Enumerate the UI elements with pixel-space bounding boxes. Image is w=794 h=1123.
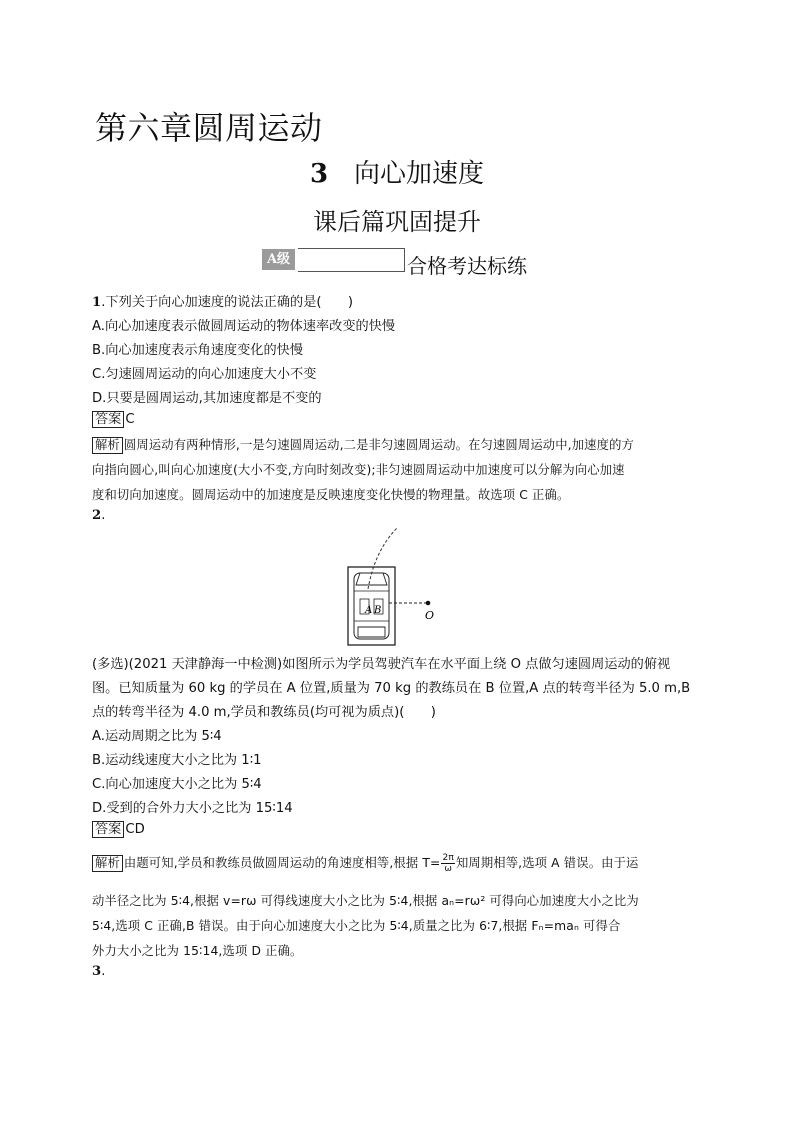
q2-stem-line-1: (多选)(2021 天津静海一中检测)如图所示为学员驾驶汽车在水平面上绕 O 点做匀速圆周运动的俯视 xyxy=(92,657,671,672)
label-b: B xyxy=(374,605,382,616)
q2-stem-line-2: 图。已知质量为 60 kg 的学员在 A 位置,质量为 70 kg 的教练员在 B 位置,A 点的转弯半径为 5.0 m,B xyxy=(92,681,691,696)
q2-number: 2. xyxy=(92,508,106,523)
q1-analysis-line-2: 向指向圆心,叫向心加速度(大小不变,方向时刻改变);非匀速圆周运动中加速度可以分解为向心加速 xyxy=(92,463,625,477)
q2-option-a: A.运动周期之比为 5∶4 xyxy=(92,729,222,744)
q1-stem: 1.下列关于向心加速度的说法正确的是( ) xyxy=(92,295,354,310)
page-subtitle: 课后篇巩固提升 xyxy=(313,208,481,236)
level-badge: A级 xyxy=(262,249,295,270)
section-title xyxy=(0,153,794,190)
section-number: 3 xyxy=(309,159,329,189)
windshield xyxy=(356,573,387,585)
rear-window xyxy=(358,627,385,637)
q2-stem-line-3: 点的转弯半径为 4.0 m,学员和教练员(均可视为质点)( ) xyxy=(92,705,436,720)
q1-option-a: A.向心加速度表示做圆周运动的物体速率改变的快慢 xyxy=(92,319,396,334)
q2-analysis-line-4: 外力大小之比为 15∶14,选项 D 正确。 xyxy=(92,944,303,958)
q2-answer-value: CD xyxy=(125,822,145,837)
circular-path-arc xyxy=(368,527,398,589)
q1-option-b: B.向心加速度表示角速度变化的快慢 xyxy=(92,343,304,358)
label-a: A xyxy=(365,605,373,616)
analysis-tag: 解析 xyxy=(92,855,123,872)
q2-analysis-line-1: 解析 由题可知,学员和教练员做圆周运动的角速度相等,根据 T= $\frac{2\pi}{\omega}$ 知周期相等,选项 A 错误。由于运 xyxy=(92,853,639,874)
fraction-2pi-over-omega: $\frac{2\pi}{\omega}$ xyxy=(442,853,454,874)
q2-option-c: C.向心加速度大小之比为 5∶4 xyxy=(92,777,262,792)
center-point-o xyxy=(426,601,431,606)
car-diagram xyxy=(340,527,450,649)
level-box xyxy=(298,248,405,272)
analysis-tag: 解析 xyxy=(92,437,123,454)
q1-analysis-line-1: 解析 圆周运动有两种情形,一是匀速圆周运动,二是非匀速圆周运动。在匀速圆周运动中,加速度的方 xyxy=(92,435,634,454)
q1-analysis-line-3: 度和切向加速度。圆周运动中的加速度是反映速度变化快慢的物理量。故选项 C 正确。 xyxy=(92,488,570,502)
q2-option-b: B.运动线速度大小之比为 1∶1 xyxy=(92,753,262,768)
q3-number: 3. xyxy=(92,964,106,979)
q1-answer xyxy=(92,411,135,428)
level-title: 合格考达标练 xyxy=(407,254,527,278)
q2-analysis-line-2: 动半径之比为 5∶4,根据 v=rω 可得线速度大小之比为 5∶4,根据 aₙ=rω² 可得向心加速度大小之比为 xyxy=(92,894,639,908)
answer-tag: 答案 xyxy=(92,411,124,428)
answer-tag: 答案 xyxy=(92,821,124,838)
q2-answer xyxy=(92,821,145,838)
q1-number: 1 xyxy=(92,295,102,310)
section-name: 向心加速度 xyxy=(354,159,485,189)
q1-option-c: C.匀速圆周运动的向心加速度大小不变 xyxy=(92,367,317,382)
q1-answer-value: C xyxy=(125,412,135,427)
q2-option-d: D.受到的合外力大小之比为 15∶14 xyxy=(92,801,293,816)
label-o: O xyxy=(425,609,435,622)
q2-analysis-line-3: 5∶4,选项 C 正确,B 错误。由于向心加速度大小之比为 5∶4,质量之比为 6∶7,根据 Fₙ=maₙ 可得合 xyxy=(92,919,621,933)
q1-option-d: D.只要是圆周运动,其加速度都是不变的 xyxy=(92,391,322,406)
chapter-title: 第六章圆周运动 xyxy=(95,109,323,147)
